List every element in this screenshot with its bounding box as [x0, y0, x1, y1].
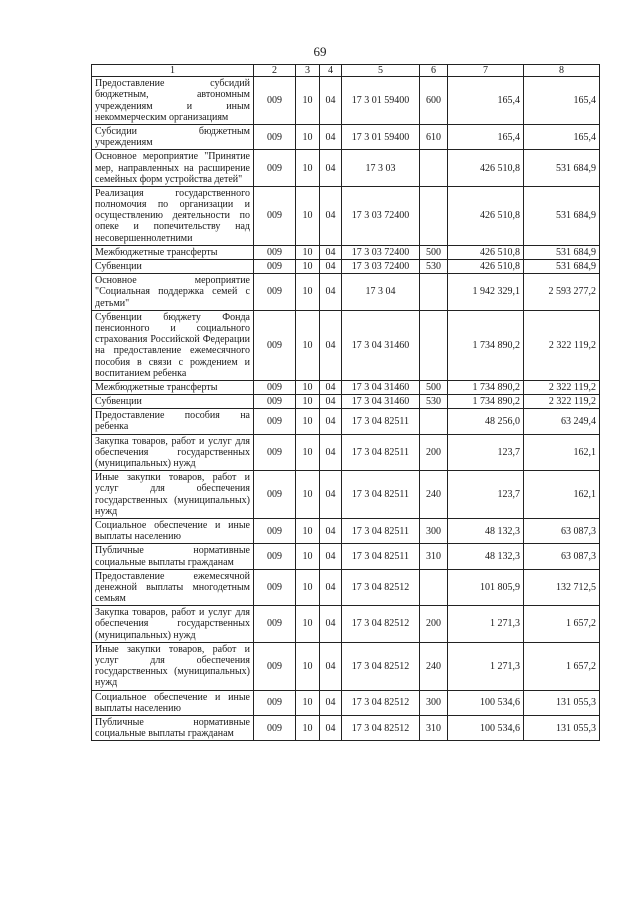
column-header: 7 [448, 65, 524, 77]
amount-year-2-cell: 165,4 [524, 77, 600, 125]
admin-code-cell: 009 [254, 544, 296, 569]
table-row [92, 380, 600, 394]
column-header: 3 [296, 65, 320, 77]
amount-year-1-cell: 48 132,3 [448, 544, 524, 569]
row-name-cell: Основное мероприятие "Социальная поддержка семей с детьми" [92, 274, 254, 311]
section-cell: 10 [296, 518, 320, 543]
amount-year-1-cell: 48 256,0 [448, 409, 524, 434]
amount-year-2-cell: 63 249,4 [524, 409, 600, 434]
amount-year-2-cell: 531 684,9 [524, 245, 600, 259]
amount-year-1-cell: 1 734 890,2 [448, 310, 524, 380]
section-cell: 10 [296, 606, 320, 643]
admin-code-cell: 009 [254, 434, 296, 471]
amount-year-2-cell: 162,1 [524, 471, 600, 519]
amount-year-1-cell: 426 510,8 [448, 245, 524, 259]
target-article-cell: 17 3 04 82511 [342, 409, 420, 434]
section-cell: 10 [296, 690, 320, 715]
table-row [92, 150, 600, 187]
row-name-cell: Предоставление субсидий бюджетным, автономным учреждениям и иным некоммерческим организациям [92, 77, 254, 125]
admin-code-cell: 009 [254, 380, 296, 394]
amount-year-1-cell: 426 510,8 [448, 150, 524, 187]
amount-year-1-cell: 101 805,9 [448, 569, 524, 606]
row-name-cell: Предоставление ежемесячной денежной выплаты многодетным семьям [92, 569, 254, 606]
row-name-cell: Иные закупки товаров, работ и услуг для обеспечения государственных (муниципальных) нужд [92, 642, 254, 690]
section-cell: 10 [296, 569, 320, 606]
amount-year-1-cell: 1 942 329,1 [448, 274, 524, 311]
target-article-cell: 17 3 03 72400 [342, 245, 420, 259]
amount-year-2-cell: 2 322 119,2 [524, 395, 600, 409]
target-article-cell: 17 3 04 31460 [342, 395, 420, 409]
column-header: 1 [92, 65, 254, 77]
row-name-cell: Социальное обеспечение и иные выплаты населению [92, 518, 254, 543]
amount-year-2-cell: 165,4 [524, 124, 600, 149]
expense-type-cell [420, 310, 448, 380]
amount-year-2-cell: 132 712,5 [524, 569, 600, 606]
section-cell: 10 [296, 260, 320, 274]
table-row [92, 124, 600, 149]
row-name-cell: Межбюджетные трансферты [92, 380, 254, 394]
subsection-cell: 04 [320, 409, 342, 434]
admin-code-cell: 009 [254, 77, 296, 125]
admin-code-cell: 009 [254, 260, 296, 274]
amount-year-1-cell: 165,4 [448, 124, 524, 149]
column-header: 2 [254, 65, 296, 77]
amount-year-2-cell: 63 087,3 [524, 518, 600, 543]
row-name-cell: Социальное обеспечение и иные выплаты населению [92, 690, 254, 715]
target-article-cell: 17 3 01 59400 [342, 124, 420, 149]
table-row [92, 569, 600, 606]
section-cell: 10 [296, 395, 320, 409]
target-article-cell: 17 3 01 59400 [342, 77, 420, 125]
expense-type-cell: 300 [420, 518, 448, 543]
expense-type-cell: 200 [420, 606, 448, 643]
table-row [92, 409, 600, 434]
target-article-cell: 17 3 04 82512 [342, 569, 420, 606]
admin-code-cell: 009 [254, 310, 296, 380]
section-cell: 10 [296, 434, 320, 471]
admin-code-cell: 009 [254, 124, 296, 149]
admin-code-cell: 009 [254, 150, 296, 187]
target-article-cell: 17 3 04 31460 [342, 380, 420, 394]
column-header: 8 [524, 65, 600, 77]
expense-type-cell: 300 [420, 690, 448, 715]
expense-type-cell: 530 [420, 395, 448, 409]
column-header: 5 [342, 65, 420, 77]
amount-year-2-cell: 131 055,3 [524, 690, 600, 715]
admin-code-cell: 009 [254, 186, 296, 245]
subsection-cell: 04 [320, 310, 342, 380]
target-article-cell: 17 3 04 31460 [342, 310, 420, 380]
admin-code-cell: 009 [254, 642, 296, 690]
expense-type-cell: 600 [420, 77, 448, 125]
table-row [92, 274, 600, 311]
subsection-cell: 04 [320, 150, 342, 187]
row-name-cell: Предоставление пособия на ребенка [92, 409, 254, 434]
amount-year-1-cell: 123,7 [448, 471, 524, 519]
target-article-cell: 17 3 03 [342, 150, 420, 187]
target-article-cell: 17 3 04 [342, 274, 420, 311]
admin-code-cell: 009 [254, 274, 296, 311]
amount-year-2-cell: 531 684,9 [524, 186, 600, 245]
table-row [92, 642, 600, 690]
amount-year-2-cell: 2 322 119,2 [524, 310, 600, 380]
subsection-cell: 04 [320, 380, 342, 394]
subsection-cell: 04 [320, 606, 342, 643]
table-row [92, 715, 600, 740]
page-number: 69 [313, 44, 327, 59]
subsection-cell: 04 [320, 186, 342, 245]
section-cell: 10 [296, 150, 320, 187]
target-article-cell: 17 3 04 82511 [342, 518, 420, 543]
subsection-cell: 04 [320, 274, 342, 311]
admin-code-cell: 009 [254, 409, 296, 434]
section-cell: 10 [296, 544, 320, 569]
target-article-cell: 17 3 04 82512 [342, 642, 420, 690]
row-name-cell: Реализация государственного полномочия по организации и осуществлению деятельности по опеке и попечительству над несовершеннолетними [92, 186, 254, 245]
section-cell: 10 [296, 245, 320, 259]
target-article-cell: 17 3 04 82512 [342, 715, 420, 740]
amount-year-1-cell: 100 534,6 [448, 690, 524, 715]
row-name-cell: Субвенции [92, 260, 254, 274]
row-name-cell: Закупка товаров, работ и услуг для обеспечения государственных (муниципальных) нужд [92, 606, 254, 643]
amount-year-2-cell: 63 087,3 [524, 544, 600, 569]
target-article-cell: 17 3 04 82511 [342, 544, 420, 569]
table-row [92, 260, 600, 274]
table-row [92, 77, 600, 125]
amount-year-2-cell: 531 684,9 [524, 260, 600, 274]
row-name-cell: Субвенции бюджету Фонда пенсионного и социального страхования Российской Федерации на предоставление ежемесячного пособия в связи с рождением и воспитанием ребенка [92, 310, 254, 380]
expense-type-cell [420, 569, 448, 606]
amount-year-1-cell: 123,7 [448, 434, 524, 471]
expense-type-cell [420, 409, 448, 434]
subsection-cell: 04 [320, 690, 342, 715]
amount-year-1-cell: 1 271,3 [448, 642, 524, 690]
subsection-cell: 04 [320, 471, 342, 519]
expense-type-cell: 500 [420, 245, 448, 259]
section-cell: 10 [296, 124, 320, 149]
amount-year-2-cell: 1 657,2 [524, 642, 600, 690]
subsection-cell: 04 [320, 77, 342, 125]
subsection-cell: 04 [320, 434, 342, 471]
row-name-cell: Закупка товаров, работ и услуг для обеспечения государственных (муниципальных) нужд [92, 434, 254, 471]
section-cell: 10 [296, 642, 320, 690]
target-article-cell: 17 3 03 72400 [342, 260, 420, 274]
subsection-cell: 04 [320, 642, 342, 690]
section-cell: 10 [296, 310, 320, 380]
column-header: 6 [420, 65, 448, 77]
row-name-cell: Субсидии бюджетным учреждениям [92, 124, 254, 149]
section-cell: 10 [296, 471, 320, 519]
row-name-cell: Иные закупки товаров, работ и услуг для обеспечения государственных (муниципальных) нужд [92, 471, 254, 519]
row-name-cell: Межбюджетные трансферты [92, 245, 254, 259]
subsection-cell: 04 [320, 260, 342, 274]
amount-year-1-cell: 1 734 890,2 [448, 380, 524, 394]
section-cell: 10 [296, 77, 320, 125]
column-header: 4 [320, 65, 342, 77]
subsection-cell: 04 [320, 518, 342, 543]
admin-code-cell: 009 [254, 690, 296, 715]
table-row [92, 544, 600, 569]
admin-code-cell: 009 [254, 245, 296, 259]
table-row [92, 518, 600, 543]
amount-year-1-cell: 48 132,3 [448, 518, 524, 543]
amount-year-1-cell: 165,4 [448, 77, 524, 125]
table-row [92, 395, 600, 409]
amount-year-1-cell: 1 734 890,2 [448, 395, 524, 409]
section-cell: 10 [296, 409, 320, 434]
target-article-cell: 17 3 04 82511 [342, 471, 420, 519]
subsection-cell: 04 [320, 395, 342, 409]
budget-table [91, 64, 600, 741]
amount-year-1-cell: 1 271,3 [448, 606, 524, 643]
expense-type-cell: 530 [420, 260, 448, 274]
row-name-cell: Публичные нормативные социальные выплаты гражданам [92, 715, 254, 740]
amount-year-1-cell: 426 510,8 [448, 260, 524, 274]
amount-year-2-cell: 531 684,9 [524, 150, 600, 187]
subsection-cell: 04 [320, 124, 342, 149]
expense-type-cell [420, 150, 448, 187]
table-row [92, 434, 600, 471]
amount-year-1-cell: 426 510,8 [448, 186, 524, 245]
section-cell: 10 [296, 274, 320, 311]
amount-year-1-cell: 100 534,6 [448, 715, 524, 740]
expense-type-cell: 310 [420, 715, 448, 740]
row-name-cell: Основное мероприятие "Принятие мер, направленных на расширение семейных форм устройства детей" [92, 150, 254, 187]
expense-type-cell [420, 274, 448, 311]
table-body [92, 77, 600, 741]
amount-year-2-cell: 2 322 119,2 [524, 380, 600, 394]
expense-type-cell: 500 [420, 380, 448, 394]
section-cell: 10 [296, 186, 320, 245]
row-name-cell: Субвенции [92, 395, 254, 409]
target-article-cell: 17 3 04 82512 [342, 690, 420, 715]
table-row [92, 186, 600, 245]
table-row [92, 471, 600, 519]
subsection-cell: 04 [320, 245, 342, 259]
subsection-cell: 04 [320, 569, 342, 606]
admin-code-cell: 009 [254, 518, 296, 543]
header-row [92, 65, 600, 77]
amount-year-2-cell: 131 055,3 [524, 715, 600, 740]
expense-type-cell: 240 [420, 642, 448, 690]
amount-year-2-cell: 2 593 277,2 [524, 274, 600, 311]
admin-code-cell: 009 [254, 715, 296, 740]
table-row [92, 245, 600, 259]
target-article-cell: 17 3 04 82511 [342, 434, 420, 471]
table-row [92, 690, 600, 715]
admin-code-cell: 009 [254, 606, 296, 643]
subsection-cell: 04 [320, 715, 342, 740]
section-cell: 10 [296, 715, 320, 740]
amount-year-2-cell: 162,1 [524, 434, 600, 471]
subsection-cell: 04 [320, 544, 342, 569]
expense-type-cell: 200 [420, 434, 448, 471]
table-row [92, 310, 600, 380]
row-name-cell: Публичные нормативные социальные выплаты гражданам [92, 544, 254, 569]
section-cell: 10 [296, 380, 320, 394]
expense-type-cell: 310 [420, 544, 448, 569]
expense-type-cell: 240 [420, 471, 448, 519]
expense-type-cell: 610 [420, 124, 448, 149]
target-article-cell: 17 3 03 72400 [342, 186, 420, 245]
expense-type-cell [420, 186, 448, 245]
target-article-cell: 17 3 04 82512 [342, 606, 420, 643]
amount-year-2-cell: 1 657,2 [524, 606, 600, 643]
admin-code-cell: 009 [254, 471, 296, 519]
admin-code-cell: 009 [254, 569, 296, 606]
table-row [92, 606, 600, 643]
admin-code-cell: 009 [254, 395, 296, 409]
